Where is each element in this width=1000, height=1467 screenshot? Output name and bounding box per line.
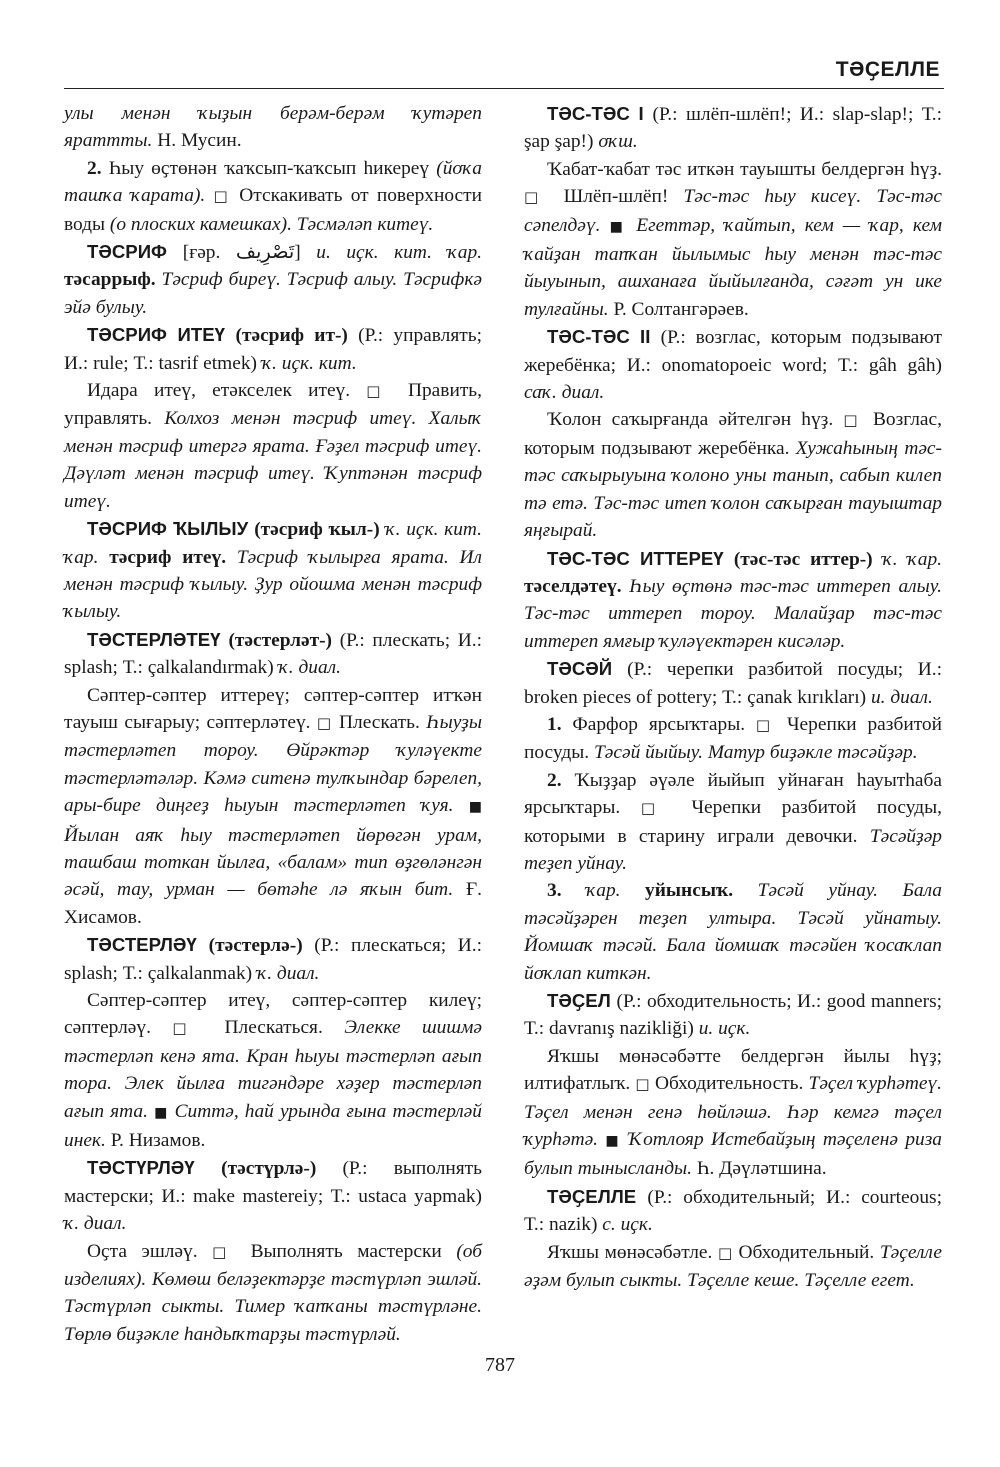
literary-example-marker-icon: ■ [609,218,628,235]
text-run: Черепки разбитой посуды. [524,713,942,764]
italic-text: Тәҫел ҡурһәтеү. Тәҫел менән генә һөйләшә. Һәр кемгә тәҫел ҡурһәтә. [524,1073,942,1151]
entry-paragraph [64,931,482,987]
italic-text: с. иҫк. [602,1214,653,1236]
text-run: (Р.: выполнять мастерски; И.: make mastereiy; Т.: ustaca yapmak) [64,1158,482,1207]
text-run: Править, управлять. [64,380,482,430]
text-run: Сәптер-сәптер иттереү; сәптер-сәптер итҡән тауыш сығарыу; сәптерләтеү. [64,684,482,733]
headword: ТӘСТЕРЛӘТЕҮ [87,628,229,650]
entry-paragraph [64,682,482,932]
text-run: Һыу өҫтөнән ҡаҡсып-ҡаҡсып һикереү [108,157,437,179]
text-run: (Р.: обходительный; И.: courteous; Т.: nazik) [524,1186,942,1236]
text-run: Р. Солтангәрәев. [613,298,749,320]
italic-text: ҡ. диал. [256,962,320,984]
italic-text: (о плоских камешках). Тәсмәләп китеү. [109,213,434,235]
italic-text: Тәсәй уйнау. Бала тәсәйҙәрен теҙеп ултыра. Тәсәй уйнатыу. Йомшаҡ тәсәй. Бала йомшаҡ тәсәйен ҡосаҡлап йоҡлап киткән. [524,880,943,984]
translation-marker-icon: □ [524,188,549,207]
italic-text: Йылан аяҡ һыу тәстерләтеп йөрөгән урам, ташбаш тоткан йылға, «балам» тип өҙгөләнгән әсәй, тау, урман — бөтәһе лә яҡын бит. [64,824,482,901]
text-run: Обходительность. [649,1073,809,1095]
text-run: Сәптер-сәптер итеү, сәптер-сәптер килеү; сәптерләү. [64,990,482,1039]
italic-text: и. иҫк. [698,1018,751,1040]
text-run: (Р.: обходительность; И.: good manners; Т.: davranış nazikliği) [524,991,943,1040]
italic-text: Һыу өҫтөнә тәс-тәс иттереп алыу. Тәс-тәс иттереп тороу. Малайҙар тәс-тәс иттереп ямғыр ҡуләүектәрен кисәләр. [524,575,942,652]
text-run: ] [294,242,317,264]
entry-paragraph [524,711,942,767]
text-run: Һ. Дәүләтшина. [696,1158,827,1180]
headword: ТӘС-ТӘС II [547,326,661,348]
text-run: Оҫта эшләү. [87,1240,213,1262]
entry-paragraph [64,1238,482,1349]
translation-marker-icon: □ [843,411,863,430]
headword: ТӘСРИФ [87,241,183,263]
text-run: Н. Мусин. [157,130,242,152]
entry-paragraph [524,323,942,406]
headword: ТӘҪЕЛ [547,990,617,1011]
text-run: Возглас, которым подзывают жеребёнка. [524,409,942,459]
text-run: Черепки разбитой посуды, которыми в старину играли девочки. [524,797,942,847]
entry-paragraph [64,155,482,238]
italic-text: ҡ. диал. [278,657,341,679]
literary-example-marker-icon: ■ [605,1133,622,1150]
text-run: Идара итеү, етәкселек итеү. [87,380,367,402]
bold-text: (тәстерләт-) [228,629,340,651]
header-rule [64,88,944,89]
italic-text: Тәс-тәс һыу кисеү. Тәс-тәс сәпелдәү. [524,186,942,236]
italic-text: и. диал. [870,686,933,708]
bold-text: 2. [547,769,575,791]
italic-text: ҡ. иҫк. кит. ҡар. [64,519,482,568]
text-run: (Р.: шлёп-шлёп!; И.: slap-slap!; Т.: şap şap!) [524,104,942,153]
entry-paragraph [64,987,482,1154]
text-run: Яҡшы мөнәсәбәтте белдергән йылы һүҙ; илтифатлыҡ. [524,1045,942,1095]
text-run: Плескать. [332,711,427,733]
translation-marker-icon: □ [635,1075,650,1094]
italic-text: Хужаһының тәс-тәс саҡырыуына ҡолоно уны танып, сабып килеп тә етә. Тәс-тәс итеп ҡолон саҡырған тауыштар яңғырай. [524,437,942,542]
italic-text: оҡш. [598,131,638,153]
bold-text: тәсаррыф. [64,269,162,291]
headword: ТӘСРИФ ИТЕҮ [87,324,236,346]
headword: ТӘҪЕЛЛЕ [547,1185,648,1207]
bold-text: 3. [547,880,587,902]
headword: ТӘС-ТӘС I [547,103,653,124]
entry-paragraph [524,156,942,323]
text-run: Ҡабат-ҡабат тәс иткән тауышты белдергән һүҙ. [547,158,942,180]
entry-paragraph [524,1183,942,1239]
translation-marker-icon: □ [366,382,392,401]
bold-text: (тәстүрлә-) [221,1158,343,1180]
italic-text: и. иҫк. кит. ҡар. [316,242,482,264]
entry-paragraph [524,406,942,544]
translation-marker-icon: □ [212,1242,237,1261]
text-run: (Р.: возглас, которым подзывают жеребёнка; И.: onomatopoeic word; Т.: gâh gâh) [524,327,942,376]
text-run: Ҡыҙҙар әүәле йыйып уйнаған һауытһаба ярсыҡтары. [524,769,943,819]
text-run: Яҡшы мөнәсәбәтле. [547,1241,718,1263]
text-run: Ғ. Хисамов. [64,879,482,928]
italic-text: саҡ. диал. [524,382,605,404]
text-run: تَصْرِيف [235,242,295,264]
text-run: (Р.: черепки разбитой посуды; И.: broken pieces of pottery; Т.: çanak kırıkları) [524,659,942,708]
entry-paragraph [64,1154,482,1237]
headword: ТӘСТҮРЛӘҮ [87,1157,222,1179]
right-column [524,100,942,1294]
entry-paragraph [524,1043,942,1183]
translation-marker-icon: □ [640,799,671,818]
text-run: (Р.: управлять; И.: rule; Т.: tasrif etmek) [64,325,482,374]
italic-text: (йоҡа ташҡа ҡарата). [64,157,483,207]
text-run: Шлёп-шлёп! [548,186,684,208]
italic-text: ҡ. диал. [64,1213,127,1235]
italic-text: ҡ. ҡар. [882,548,942,570]
headword: ТӘСРИФ ҠЫЛЫУ [87,518,255,540]
running-head: ТӘҪЕЛЛЕ [835,58,940,81]
text-run: Фарфор ярсыҡтары. [572,713,756,735]
italic-text: Тәсәйҙәр теҙеп уйнау. [524,825,942,874]
text-run: [ғәр. [182,242,236,264]
italic-text: Элекке шишмә тәстерләп кенә ята. Кран һыуы тәстерләп ағып тора. Элек йылға тигәндәре хәҙер тәстерләп ағып ята. [64,1017,482,1122]
entry-paragraph [524,1239,942,1295]
text-run: Отскакивать от поверхности воды [64,185,482,235]
entry-paragraph [524,987,942,1043]
entry-paragraph [524,655,942,711]
italic-text: Тәсәй йыйыу. Матур биҙәкле тәсәйҙәр. [593,742,918,764]
text-run: Обходительный. [732,1241,880,1263]
italic-text: Ситтә, һай урында ғына тәстерләй инек. [64,1100,482,1152]
entry-paragraph [524,877,942,987]
translation-marker-icon: □ [213,187,232,206]
literary-example-marker-icon: ■ [154,1104,169,1121]
bold-text: тәсриф итеү. [109,546,237,568]
bold-text: уйынсыҡ. [645,880,758,902]
bold-text: тәселдәтеү. [524,575,630,597]
literary-example-marker-icon: ■ [468,799,482,816]
entry-paragraph [524,545,942,656]
italic-text: улы менән ҡыҙын берәм-берәм ҡутәреп яраттты. [64,103,482,152]
entry-paragraph [64,515,482,626]
text-run: (Р.: плескать; И.: splash; Т.: çalkalandırmak) [64,629,482,679]
bold-text: 2. [87,157,109,179]
bold-text: (тәсриф ит-) [235,325,359,347]
entry-paragraph [64,238,482,321]
translation-marker-icon: □ [316,713,333,732]
italic-text: Тәҫелле әҙәм булып сыкты. Тәҫелле кеше. Тәҫелле егет. [524,1241,942,1292]
italic-text: Һыуҙы тәстерләтеп тороу. Өйрәктәр ҡуләүекте тәстерләтәләр. Кәмә ситенә тулҡындар бәрелеп, ары-бире диңгеҙ һыуын тәстерләтеп ҡуя. [64,711,482,817]
italic-text: Егеттәр, ҡайтып, кем — ҡар, кем ҡайҙан тапҡан йылымыс һыу менән тәс-тәс йыуынып, ашханаға йыйылғанда, сәғәт ун ике тулғайны. [524,214,942,320]
translation-marker-icon: □ [718,1243,733,1262]
bold-text: (тәс-тәс иттер-) [733,548,883,570]
italic-text: Тәсриф биреү. Тәсриф алыу. Тәсрифкә эйә булыу. [64,269,482,318]
left-column [64,100,482,1348]
entry-paragraph [524,100,942,156]
italic-text: Колхоз менән тәсриф итеү. Халыҡ менән тәсриф итергә ярата. Ғәҙел тәсриф итеү. Дәүләт менән тәсриф итеү. Ҡуптәнән тәсриф итеү. [64,408,482,512]
italic-text: ҡ. иҫк. кит. [261,352,357,374]
bold-text: 1. [547,713,573,735]
text-run: Ҡолон саҡырғанда әйтелгән һүҙ. [547,409,844,431]
italic-text: (об изделиях). Көмөш беләҙектәрҙе тәстүрләп эшләй. Тәстүрләп сыкты. Тимер ҡапҡаны тәстүрләне. Төрлө биҙәкле һандыҡтарҙы тәстүрләй. [64,1240,482,1345]
translation-marker-icon: □ [172,1019,204,1038]
italic-text: Тәсриф ҡылырға ярата. Ил менән тәсриф ҡылыу. Ҙур ойошма менән тәсриф ҡылыу. [64,546,483,623]
text-run: Р. Низамов. [110,1130,206,1152]
headword: ТӘСТЕРЛӘҮ [87,934,209,956]
entry-paragraph [64,377,482,515]
text-run: (Р.: плескаться; И.: splash; Т.: çalkalanmak) [64,935,483,984]
entry-paragraph [64,321,482,377]
headword: ТӘС-ТӘС ИТТЕРЕҮ [547,547,734,569]
bold-text: (тәстерлә-) [208,935,315,957]
translation-marker-icon: □ [755,715,777,734]
italic-text: ҡар. [586,880,646,902]
text-run: Выполнять мастерски [236,1240,457,1262]
bold-text: (тәсриф ҡыл-) [254,519,386,541]
entry-paragraph [64,626,482,682]
entry-paragraph [524,767,942,878]
page-number: 787 [485,1354,515,1376]
text-run: Плескаться. [203,1017,345,1039]
italic-text: Ҡотлояр Истебайҙың тәҫеленә риза булып тынысланды. [524,1129,942,1180]
entry-paragraph [64,100,482,155]
headword: ТӘСӘЙ [547,658,628,680]
